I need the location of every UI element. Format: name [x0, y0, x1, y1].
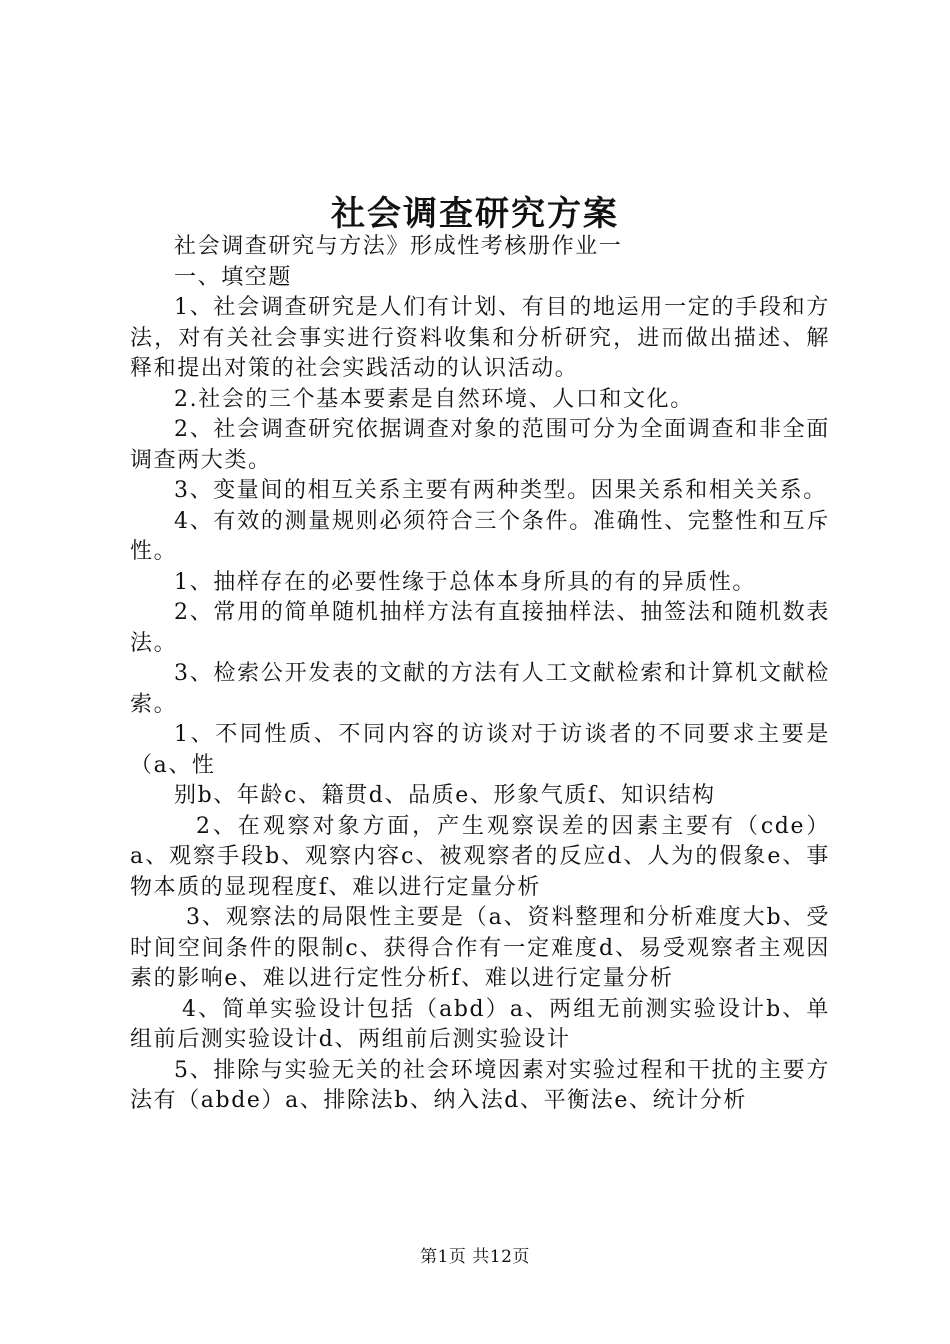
paragraph: 1、不同性质、不同内容的访谈对于访谈者的不同要求主要是（a、性: [130, 722, 830, 778]
paragraph: 2.社会的三个基本要素是自然环境、人口和文化。: [174, 386, 694, 412]
document-body: [130, 232, 830, 1117]
paragraph: 5、排除与实验无关的社会环境因素对实验过程和干扰的主要方法有（abde）a、排除法b、纳入法d、平衡法e、统计分析: [130, 1057, 830, 1113]
paragraph: 2、在观察对象方面，产生观察误差的因素主要有（cde）a、观察手段b、观察内容c、被观察者的反应d、人为的假象e、事物本质的显现程度f、难以进行定量分析: [130, 813, 830, 900]
paragraph: 4、简单实验设计包括（abd）a、两组无前测实验设计b、单组前后测实验设计d、两组前后测实验设计: [130, 996, 830, 1052]
paragraph: 3、变量间的相互关系主要有两种类型。因果关系和相关关系。: [174, 478, 827, 503]
paragraph: 社会调查研究与方法》形成性考核册作业一: [174, 234, 623, 259]
paragraph: 别b、年龄c、籍贯d、品质e、形象气质f、知识结构: [174, 783, 716, 808]
paragraph: 2、社会调查研究依据调查对象的范围可分为全面调查和非全面调查两大类。: [130, 417, 830, 473]
paragraph: 2、常用的简单随机抽样方法有直接抽样法、抽签法和随机数表法。: [130, 600, 830, 656]
paragraph: 3、观察法的局限性主要是（a、资料整理和分析难度大b、受时间空间条件的限制c、获得合作有一定难度d、易受观察者主观因素的影响e、难以进行定性分析f、难以进行定量分析: [130, 905, 830, 991]
paragraph: 3、检索公开发表的文献的方法有人工文献检索和计算机文献检索。: [130, 661, 830, 717]
paragraph: 4、有效的测量规则必须符合三个条件。准确性、完整性和互斥性。: [130, 508, 830, 564]
section-heading: 一、填空题: [174, 264, 293, 290]
page-footer: 第1页 共12页: [420, 1247, 530, 1267]
document-title: 社会调查研究方案: [331, 194, 619, 234]
paragraph: 1、抽样存在的必要性缘于总体本身所具的有的异质性。: [174, 569, 756, 595]
paragraph: 1、社会调查研究是人们有计划、有目的地运用一定的手段和方法，对有关社会事实进行资料收集和分析研究，进而做出描述、解释和提出对策的社会实践活动的认识活动。: [130, 295, 830, 381]
